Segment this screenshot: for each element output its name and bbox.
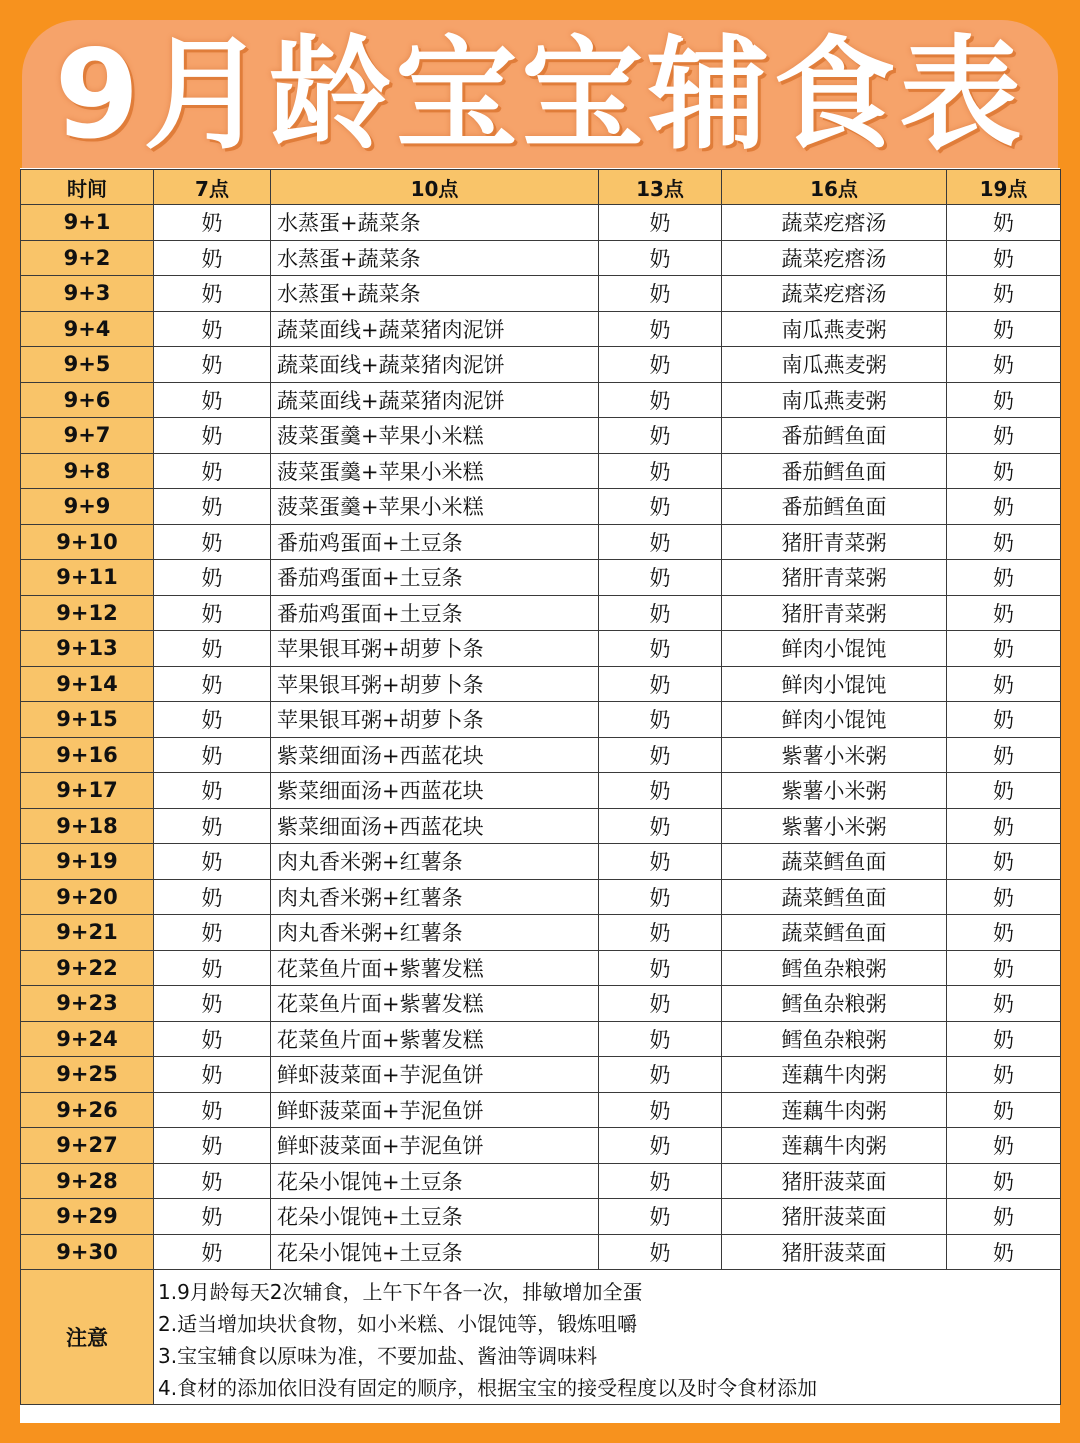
table-row [21,347,1061,383]
meal-7-cell: 奶 [154,1092,271,1128]
table-row [21,1021,1061,1057]
table-row [21,595,1061,631]
meal-19-cell: 奶 [947,915,1061,951]
meal-16-cell: 紫薯小米粥 [722,737,947,773]
meal-19-cell: 奶 [947,1163,1061,1199]
meal-16-cell: 南瓜燕麦粥 [722,347,947,383]
meal-16-cell: 紫薯小米粥 [722,773,947,809]
meal-7-cell: 奶 [154,844,271,880]
meal-10-cell: 蔬菜面线+蔬菜猪肉泥饼 [271,347,599,383]
meal-16-cell: 猪肝菠菜面 [722,1163,947,1199]
meal-10-cell: 肉丸香米粥+红薯条 [271,915,599,951]
meal-16-cell: 蔬菜疙瘩汤 [722,276,947,312]
meal-19-cell: 奶 [947,844,1061,880]
meal-19-cell: 奶 [947,595,1061,631]
meal-7-cell: 奶 [154,311,271,347]
table-row [21,560,1061,596]
day-cell: 9+18 [21,808,154,844]
meal-19-cell: 奶 [947,1021,1061,1057]
day-cell: 9+10 [21,524,154,560]
meal-16-cell: 猪肝菠菜面 [722,1199,947,1235]
meal-7-cell: 奶 [154,524,271,560]
table-row [21,702,1061,738]
meal-16-cell: 鳕鱼杂粮粥 [722,950,947,986]
meal-10-cell: 鲜虾菠菜面+芋泥鱼饼 [271,1057,599,1093]
meal-16-cell: 蔬菜鳕鱼面 [722,915,947,951]
table-row [21,631,1061,667]
meal-19-cell: 奶 [947,986,1061,1022]
page-title: 9月龄宝宝辅食表 [54,24,1026,166]
table-row [21,950,1061,986]
day-cell: 9+2 [21,240,154,276]
day-cell: 9+27 [21,1128,154,1164]
meal-13-cell: 奶 [599,382,722,418]
meal-10-cell: 水蒸蛋+蔬菜条 [271,205,599,241]
meal-16-cell: 蔬菜鳕鱼面 [722,844,947,880]
meal-7-cell: 奶 [154,702,271,738]
meal-7-cell: 奶 [154,205,271,241]
day-cell: 9+17 [21,773,154,809]
meal-10-cell: 鲜虾菠菜面+芋泥鱼饼 [271,1092,599,1128]
day-cell: 9+12 [21,595,154,631]
meal-13-cell: 奶 [599,1092,722,1128]
meal-19-cell: 奶 [947,524,1061,560]
header-10: 10点 [271,170,599,205]
meal-10-cell: 菠菜蛋羹+苹果小米糕 [271,418,599,454]
meal-19-cell: 奶 [947,453,1061,489]
meal-10-cell: 番茄鸡蛋面+土豆条 [271,595,599,631]
meal-16-cell: 紫薯小米粥 [722,808,947,844]
header-16: 16点 [722,170,947,205]
table-row [21,1163,1061,1199]
meal-16-cell: 鲜肉小馄饨 [722,631,947,667]
meal-7-cell: 奶 [154,1128,271,1164]
notes-row [21,1270,1061,1405]
table-row [21,737,1061,773]
meal-10-cell: 紫菜细面汤+西蓝花块 [271,773,599,809]
table-row [21,489,1061,525]
note-line: 3.宝宝辅食以原味为准，不要加盐、酱油等调味料 [158,1344,598,1368]
meal-16-cell: 番茄鳕鱼面 [722,489,947,525]
meal-13-cell: 奶 [599,1199,722,1235]
table-row [21,808,1061,844]
meal-16-cell: 猪肝菠菜面 [722,1234,947,1270]
table-row [21,1057,1061,1093]
table-row [21,986,1061,1022]
table-row [21,1199,1061,1235]
meal-7-cell: 奶 [154,276,271,312]
meal-13-cell: 奶 [599,915,722,951]
meal-13-cell: 奶 [599,595,722,631]
meal-13-cell: 奶 [599,205,722,241]
day-cell: 9+7 [21,418,154,454]
meal-10-cell: 苹果银耳粥+胡萝卜条 [271,702,599,738]
day-cell: 9+23 [21,986,154,1022]
meal-7-cell: 奶 [154,595,271,631]
meal-7-cell: 奶 [154,418,271,454]
meal-13-cell: 奶 [599,879,722,915]
notes-label: 注意 [21,1270,154,1405]
table-row [21,453,1061,489]
table-row [21,311,1061,347]
meal-19-cell: 奶 [947,631,1061,667]
meal-10-cell: 花朵小馄饨+土豆条 [271,1163,599,1199]
meal-7-cell: 奶 [154,986,271,1022]
meal-10-cell: 肉丸香米粥+红薯条 [271,844,599,880]
meal-19-cell: 奶 [947,1057,1061,1093]
meal-19-cell: 奶 [947,560,1061,596]
day-cell: 9+9 [21,489,154,525]
meal-16-cell: 莲藕牛肉粥 [722,1092,947,1128]
day-cell: 9+6 [21,382,154,418]
header-19: 19点 [947,170,1061,205]
day-cell: 9+24 [21,1021,154,1057]
feeding-schedule-table [20,169,1061,1405]
meal-13-cell: 奶 [599,347,722,383]
meal-7-cell: 奶 [154,560,271,596]
notes-content [154,1270,1061,1405]
meal-10-cell: 蔬菜面线+蔬菜猪肉泥饼 [271,382,599,418]
meal-13-cell: 奶 [599,950,722,986]
meal-10-cell: 苹果银耳粥+胡萝卜条 [271,631,599,667]
day-cell: 9+25 [21,1057,154,1093]
meal-13-cell: 奶 [599,666,722,702]
meal-10-cell: 番茄鸡蛋面+土豆条 [271,560,599,596]
meal-13-cell: 奶 [599,276,722,312]
meal-10-cell: 菠菜蛋羹+苹果小米糕 [271,453,599,489]
meal-7-cell: 奶 [154,1199,271,1235]
meal-10-cell: 花菜鱼片面+紫薯发糕 [271,1021,599,1057]
day-cell: 9+8 [21,453,154,489]
meal-19-cell: 奶 [947,737,1061,773]
note-line: 4.食材的添加依旧没有固定的顺序，根据宝宝的接受程度以及时令食材添加 [158,1376,818,1400]
meal-13-cell: 奶 [599,986,722,1022]
table-row [21,382,1061,418]
table-row [21,1128,1061,1164]
day-cell: 9+16 [21,737,154,773]
table-row [21,1092,1061,1128]
day-cell: 9+14 [21,666,154,702]
table-row [21,240,1061,276]
meal-19-cell: 奶 [947,1128,1061,1164]
table-row [21,844,1061,880]
meal-13-cell: 奶 [599,1057,722,1093]
meal-16-cell: 南瓜燕麦粥 [722,382,947,418]
meal-16-cell: 蔬菜疙瘩汤 [722,205,947,241]
header-time: 时间 [21,170,154,205]
table-row [21,276,1061,312]
meal-16-cell: 莲藕牛肉粥 [722,1057,947,1093]
meal-7-cell: 奶 [154,489,271,525]
meal-13-cell: 奶 [599,418,722,454]
meal-19-cell: 奶 [947,240,1061,276]
meal-10-cell: 肉丸香米粥+红薯条 [271,879,599,915]
day-cell: 9+11 [21,560,154,596]
meal-16-cell: 猪肝青菜粥 [722,595,947,631]
header-13: 13点 [599,170,722,205]
day-cell: 9+29 [21,1199,154,1235]
meal-19-cell: 奶 [947,773,1061,809]
meal-13-cell: 奶 [599,311,722,347]
table-row [21,524,1061,560]
table-row [21,915,1061,951]
meal-10-cell: 紫菜细面汤+西蓝花块 [271,737,599,773]
meal-10-cell: 紫菜细面汤+西蓝花块 [271,808,599,844]
meal-19-cell: 奶 [947,702,1061,738]
table-row [21,666,1061,702]
day-cell: 9+19 [21,844,154,880]
table-row [21,1234,1061,1270]
meal-13-cell: 奶 [599,737,722,773]
table-row [21,205,1061,241]
meal-10-cell: 水蒸蛋+蔬菜条 [271,276,599,312]
meal-16-cell: 莲藕牛肉粥 [722,1128,947,1164]
meal-13-cell: 奶 [599,240,722,276]
day-cell: 9+30 [21,1234,154,1270]
meal-16-cell: 猪肝青菜粥 [722,524,947,560]
meal-13-cell: 奶 [599,1163,722,1199]
meal-19-cell: 奶 [947,418,1061,454]
meal-10-cell: 水蒸蛋+蔬菜条 [271,240,599,276]
meal-13-cell: 奶 [599,844,722,880]
meal-7-cell: 奶 [154,879,271,915]
day-cell: 9+26 [21,1092,154,1128]
meal-10-cell: 蔬菜面线+蔬菜猪肉泥饼 [271,311,599,347]
day-cell: 9+21 [21,915,154,951]
header-7: 7点 [154,170,271,205]
meal-19-cell: 奶 [947,808,1061,844]
meal-19-cell: 奶 [947,1092,1061,1128]
meal-7-cell: 奶 [154,950,271,986]
meal-16-cell: 鳕鱼杂粮粥 [722,986,947,1022]
meal-16-cell: 鲜肉小馄饨 [722,702,947,738]
meal-7-cell: 奶 [154,808,271,844]
meal-16-cell: 番茄鳕鱼面 [722,453,947,489]
meal-13-cell: 奶 [599,453,722,489]
meal-16-cell: 鳕鱼杂粮粥 [722,1021,947,1057]
table-row [21,879,1061,915]
day-cell: 9+13 [21,631,154,667]
meal-19-cell: 奶 [947,489,1061,525]
meal-13-cell: 奶 [599,1021,722,1057]
table-row [21,418,1061,454]
meal-13-cell: 奶 [599,1128,722,1164]
meal-10-cell: 花朵小馄饨+土豆条 [271,1199,599,1235]
meal-7-cell: 奶 [154,453,271,489]
meal-13-cell: 奶 [599,524,722,560]
day-cell: 9+20 [21,879,154,915]
meal-10-cell: 苹果银耳粥+胡萝卜条 [271,666,599,702]
note-line: 2.适当增加块状食物，如小米糕、小馄饨等，锻炼咀嚼 [158,1312,638,1336]
day-cell: 9+22 [21,950,154,986]
meal-16-cell: 番茄鳕鱼面 [722,418,947,454]
day-cell: 9+15 [21,702,154,738]
meal-19-cell: 奶 [947,950,1061,986]
meal-13-cell: 奶 [599,1234,722,1270]
meal-19-cell: 奶 [947,1234,1061,1270]
meal-10-cell: 菠菜蛋羹+苹果小米糕 [271,489,599,525]
meal-10-cell: 花菜鱼片面+紫薯发糕 [271,986,599,1022]
meal-19-cell: 奶 [947,1199,1061,1235]
note-line: 1.9月龄每天2次辅食，上午下午各一次，排敏增加全蛋 [158,1280,643,1304]
meal-19-cell: 奶 [947,276,1061,312]
meal-10-cell: 番茄鸡蛋面+土豆条 [271,524,599,560]
day-cell: 9+5 [21,347,154,383]
day-cell: 9+4 [21,311,154,347]
day-cell: 9+28 [21,1163,154,1199]
meal-13-cell: 奶 [599,702,722,738]
meal-13-cell: 奶 [599,631,722,667]
meal-16-cell: 蔬菜鳕鱼面 [722,879,947,915]
meal-7-cell: 奶 [154,631,271,667]
meal-7-cell: 奶 [154,737,271,773]
meal-13-cell: 奶 [599,808,722,844]
meal-7-cell: 奶 [154,773,271,809]
meal-19-cell: 奶 [947,205,1061,241]
meal-19-cell: 奶 [947,879,1061,915]
meal-10-cell: 花菜鱼片面+紫薯发糕 [271,950,599,986]
table-row [21,773,1061,809]
day-cell: 9+1 [21,205,154,241]
meal-16-cell: 南瓜燕麦粥 [722,311,947,347]
meal-10-cell: 鲜虾菠菜面+芋泥鱼饼 [271,1128,599,1164]
meal-13-cell: 奶 [599,773,722,809]
meal-16-cell: 蔬菜疙瘩汤 [722,240,947,276]
meal-19-cell: 奶 [947,311,1061,347]
meal-7-cell: 奶 [154,666,271,702]
meal-7-cell: 奶 [154,1234,271,1270]
meal-16-cell: 鲜肉小馄饨 [722,666,947,702]
meal-7-cell: 奶 [154,1057,271,1093]
meal-7-cell: 奶 [154,1021,271,1057]
day-cell: 9+3 [21,276,154,312]
meal-7-cell: 奶 [154,347,271,383]
meal-10-cell: 花朵小馄饨+土豆条 [271,1234,599,1270]
meal-13-cell: 奶 [599,560,722,596]
header-row [21,170,1061,205]
meal-19-cell: 奶 [947,347,1061,383]
meal-13-cell: 奶 [599,489,722,525]
meal-7-cell: 奶 [154,382,271,418]
meal-19-cell: 奶 [947,382,1061,418]
meal-16-cell: 猪肝青菜粥 [722,560,947,596]
meal-7-cell: 奶 [154,1163,271,1199]
meal-7-cell: 奶 [154,915,271,951]
meal-7-cell: 奶 [154,240,271,276]
meal-19-cell: 奶 [947,666,1061,702]
